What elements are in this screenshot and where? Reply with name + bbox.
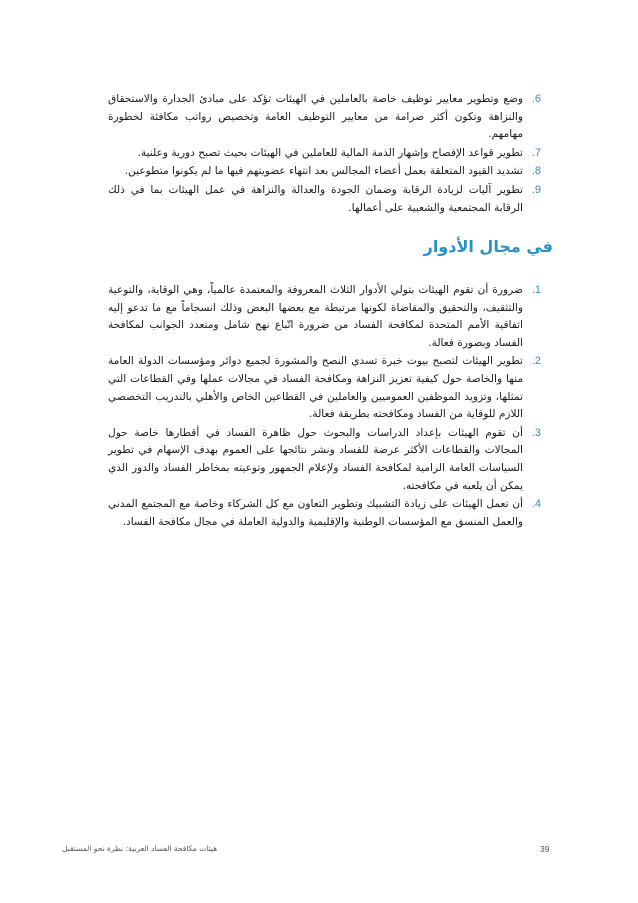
- item-text: وضع وتطوير معايير توظيف خاصة بالعاملين في الهيئات تؤكد على مبادئ الجدارة والاستحقاق والنزاهة وتكون أكثر صرامة من معايير التوظيف العامة وتخصيص رواتب مكافئة لخطورة مهامهم.: [108, 93, 523, 141]
- item-text: أن تعمل الهيئات على زيادة التشبيك وتطوير التعاون مع كل الشركاء وخاصة مع المجتمع المدني والعمل المنسق مع المؤسسات الوطنية والإقليمية والدولية العاملة في مجال مكافحة الفساد.: [108, 498, 523, 528]
- section-heading: في مجال الأدوار: [423, 237, 553, 256]
- item-number: 1.: [531, 284, 541, 296]
- item-number: 9.: [531, 183, 541, 196]
- list-item: [108, 425, 540, 495]
- list-item: [108, 496, 540, 531]
- page-number: 39: [540, 844, 550, 854]
- item-number: 4.: [531, 498, 541, 511]
- list-item: [108, 163, 540, 181]
- list-item: [108, 91, 540, 144]
- item-text: تشديد القيود المتعلقة بعمل أعضاء المجالس بعد انتهاء عضويتهم فيها ما لم يكونوا متطوعين.: [124, 165, 523, 178]
- list-item: [108, 182, 540, 217]
- item-number: 8.: [531, 165, 541, 178]
- item-text: ضرورة أن تقوم الهيئات بتولي الأدوار الثلاث المعروفة والمعتمدة عالمياً، وهي الوقاية، والتوعية والتثقيف، والتحقيق والمقاضاة لكونها مرتبطة مع بعضها البعض وذلك انسجاماً مع ما تدعو إليه اتفاقية الأمم المتحدة لمكافحة الفساد من ضرورة اتّباع نهج شامل ومتعدد الجوانب لمكافحة الفساد وبصورة فعالة.: [108, 284, 523, 349]
- item-text: تطوير آليات لزيادة الرقابة وضمان الجودة والعدالة والنزاهة في عمل الهيئات بما في ذلك الرقابة المجتمعية والشعبية على أعمالها.: [108, 183, 523, 214]
- item-text: تطوير قواعد الإفصاح وإشهار الذمة المالية للعاملين في الهيئات بحيث تصبح دورية وعلنية.: [137, 146, 523, 159]
- list-item: [108, 145, 540, 163]
- list-item: [108, 353, 540, 423]
- item-text: أن تقوم الهيئات بإعداد الدراسات والبحوث حول ظاهرة الفساد في أقطارها خاصة حول المجالات والقطاعات الأكثر عرضة للفساد ونشر نتائجها على العموم بهدف الإسهام في تطوير السياسات العامة الرامية لمكافحة الفساد ولإعلام الجمهور وتوعيته بمخاطر الفساد والدور الذي يمكن أن يلعبه في مكافحته.: [108, 426, 523, 492]
- item-number: 3.: [531, 426, 541, 439]
- item-number: 7.: [531, 146, 541, 159]
- recommendations-list-top: [108, 91, 540, 218]
- list-item: [108, 282, 540, 352]
- item-text: تطوير الهيئات لتصبح بيوت خبرة تسدي النصح والمشورة لجميع دوائر ومؤسسات الدولة العامة منها والخاصة حول كيفية تعزيز النزاهة ومكافحة الفساد في مجالات عملها وفي القطاعات التي تمثلها، وتزويد الموظفين العموميين والعاملين في القطاعين الخاص والأهلي بالتدريب التخصصي اللازم للوقاية من الفساد ومكافحته بطريقة فعالة.: [108, 355, 523, 421]
- item-number: 2.: [531, 355, 541, 368]
- roles-list: [108, 282, 540, 532]
- footer-title: هيئات مكافحة الفساد العربية: نظرة نحو المستقبل: [62, 844, 218, 853]
- item-number: 6.: [531, 93, 541, 105]
